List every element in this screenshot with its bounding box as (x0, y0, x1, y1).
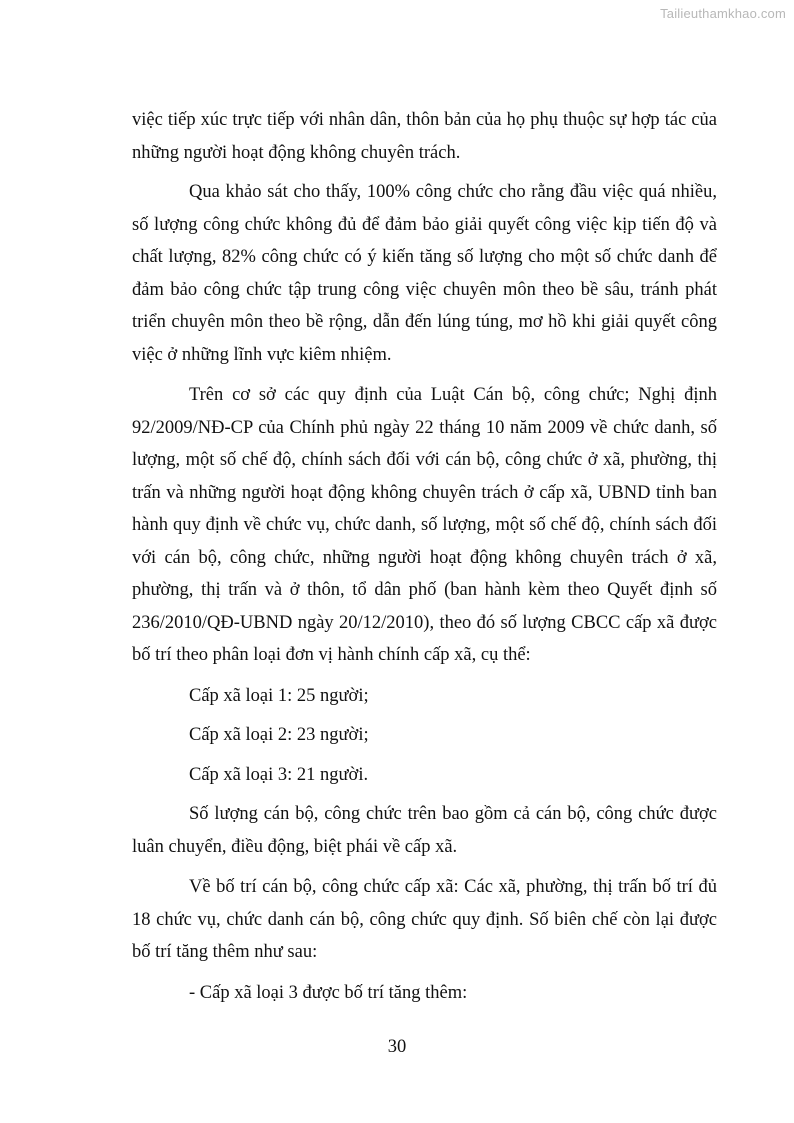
paragraph-survey: Qua khảo sát cho thấy, 100% công chức cho rằng đầu việc quá nhiều, số lượng công chức không đủ để đảm bảo giải quyết công việc kịp tiến độ và chất lượng, 82% công chức có ý kiến tăng số lượng cho một số chức danh để đảm bảo công chức tập trung công việc chuyên môn theo bề sâu, tránh phát triển chuyên môn theo bề rộng, dẫn đến lúng túng, mơ hồ khi giải quyết công việc ở những lĩnh vực kiêm nhiệm. (132, 182, 717, 365)
watermark-text: Tailieuthamkhao.com (660, 6, 786, 21)
paragraph-regulation: Trên cơ sở các quy định của Luật Cán bộ, công chức; Nghị định 92/2009/NĐ-CP của Chính phủ ngày 22 tháng 10 năm 2009 về chức danh, số lượng, một số chế độ, chính sách đối với cán bộ, công chức ở xã, phường, thị trấn và những người hoạt động không chuyên trách ở cấp xã, UBND tỉnh ban hành quy định về chức vụ, chức danh, số lượng, một số chế độ, chính sách đối với cán bộ, công chức, những người hoạt động không chuyên trách ở xã, phường, thị trấn và ở thôn, tổ dân phố (ban hành kèm theo Quyết định số 236/2010/QĐ-UBND ngày 20/12/2010), theo đó số lượng CBCC cấp xã được bố trí theo phân loại đơn vị hành chính cấp xã, cụ thể: (132, 385, 717, 665)
document-body (132, 104, 717, 1017)
list-item-commune-type-2: Cấp xã loại 2: 23 người; (189, 725, 369, 745)
paragraph-staff-count: Số lượng cán bộ, công chức trên bao gồm cả cán bộ, công chức được luân chuyển, điều động, biệt phái về cấp xã. (132, 804, 717, 857)
page-number: 30 (387, 1037, 407, 1057)
list-item-commune-type-3: Cấp xã loại 3: 21 người. (189, 764, 369, 785)
paragraph-staff-allocation: Về bố trí cán bộ, công chức cấp xã: Các xã, phường, thị trấn bố trí đủ 18 chức vụ, chức danh cán bộ, công chức quy định. Số biên chế còn lại được bố trí tăng thêm như sau: (132, 877, 717, 962)
paragraph-continuation: việc tiếp xúc trực tiếp với nhân dân, thôn bản của họ phụ thuộc sự hợp tác của những người hoạt động không chuyên trách. (132, 110, 717, 163)
list-item-commune-type-1: Cấp xã loại 1: 25 người; (189, 685, 369, 706)
paragraph-type-3-addition: - Cấp xã loại 3 được bố trí tăng thêm: (189, 982, 468, 1003)
